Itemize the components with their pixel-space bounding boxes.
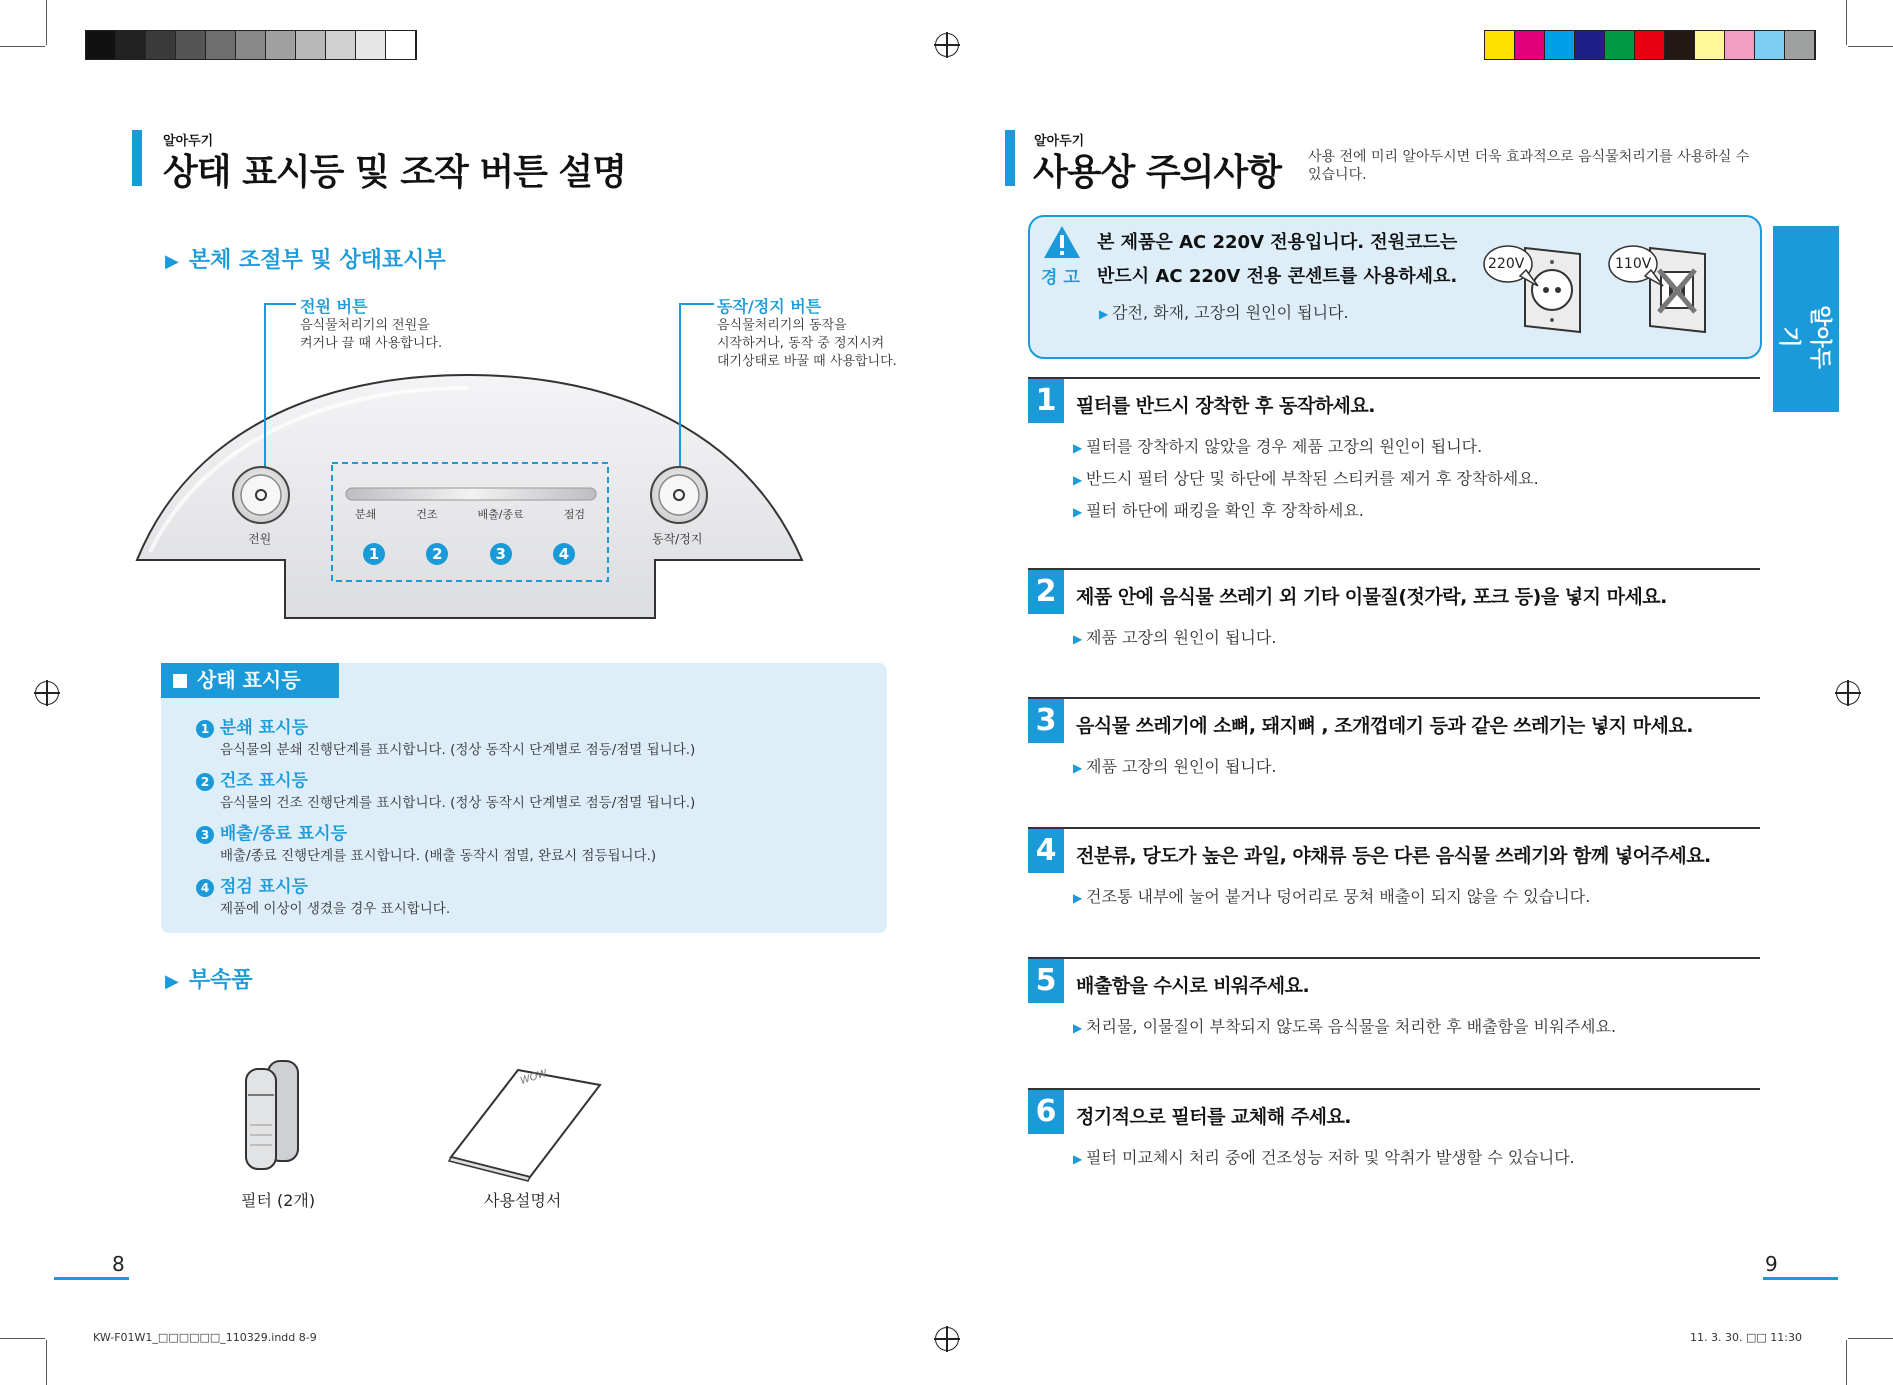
- item-number-badge: 2: [1028, 570, 1064, 614]
- color-swatch: [176, 31, 206, 59]
- outlet-110v-icon: [1605, 240, 1713, 340]
- control-panel-illustration: [120, 290, 820, 630]
- color-swatch: [86, 31, 116, 59]
- item-number-badge: 1: [1028, 379, 1064, 423]
- led-item-title: 건조 표시등: [219, 771, 308, 791]
- color-swatch: [116, 31, 146, 59]
- voltage-label: 110V: [1615, 256, 1652, 272]
- page-number-rule: [54, 1277, 129, 1280]
- page-title: 사용상 주의사항: [1033, 152, 1281, 193]
- page-number-rule: [1763, 1277, 1838, 1280]
- page-title: 상태 표시등 및 조작 버튼 설명: [163, 152, 626, 193]
- power-callout-title: 전원 버튼: [300, 297, 368, 316]
- led-number-badge: 1: [363, 543, 385, 565]
- color-swatch: [1605, 31, 1635, 59]
- led-number-badge: 4: [196, 879, 214, 897]
- square-icon: [173, 674, 187, 688]
- footer-filename: KW-F01W1_□□□□□□_110329.indd 8-9: [93, 1331, 317, 1344]
- led-number-badge: 4: [553, 543, 575, 565]
- kicker: 알아두기: [1034, 134, 1085, 149]
- color-swatch: [386, 31, 416, 59]
- crop-mark: [0, 46, 45, 47]
- start-callout-desc: 음식물처리기의 동작을: [717, 318, 847, 333]
- color-swatch: [1545, 31, 1575, 59]
- side-tab-label: 알아두기: [1776, 305, 1832, 369]
- registration-mark-icon: [935, 1327, 959, 1351]
- title-accent-bar: [1005, 130, 1015, 186]
- color-swatch: [296, 31, 326, 59]
- crop-mark: [1846, 1340, 1847, 1385]
- registration-mark-icon: [935, 33, 959, 57]
- led-item-title: 분쇄 표시등: [219, 718, 308, 738]
- color-swatch: [1665, 31, 1695, 59]
- status-led-item: [196, 819, 695, 872]
- crop-mark: [1848, 46, 1893, 47]
- section-heading: [165, 963, 253, 994]
- item-detail: ▶ 필터 미교체시 처리 중에 건조성능 저하 및 악취가 발생할 수 있습니다.: [1073, 1145, 1575, 1168]
- triangle-icon: ▶: [165, 971, 179, 992]
- led-item-desc: 음식물의 건조 진행단계를 표시합니다. (정상 동작시 단계별로 점등/점멸 됩니다.): [220, 795, 696, 811]
- color-swatch: [1485, 31, 1515, 59]
- crop-mark: [46, 0, 47, 45]
- manual-logo: WOW: [518, 1067, 549, 1088]
- warning-text: [1097, 228, 1457, 323]
- item-number-badge: 6: [1028, 1090, 1064, 1134]
- color-swatch: [356, 31, 386, 59]
- item-detail: ▶ 필터 하단에 패킹을 확인 후 장착하세요.: [1073, 498, 1364, 521]
- item-detail: ▶ 건조통 내부에 눌어 붙거나 덩어리로 뭉쳐 배출이 되지 않을 수 있습니다.: [1073, 884, 1590, 907]
- item-heading: 정기적으로 필터를 교체해 주세요.: [1076, 1106, 1352, 1128]
- item-number-badge: 4: [1028, 829, 1064, 873]
- led-label: 건조: [416, 508, 438, 521]
- page-number-left: 8: [112, 1252, 125, 1276]
- led-item-desc: 제품에 이상이 생겼을 경우 표시합니다.: [220, 901, 451, 917]
- color-swatch: [326, 31, 356, 59]
- status-box-header-label: 상태 표시등: [197, 668, 301, 692]
- status-led-item: [196, 872, 695, 925]
- start-callout-desc: 대기상태로 바꿀 때 사용합니다.: [717, 354, 897, 369]
- led-label: 점검: [563, 508, 585, 521]
- color-swatch: [206, 31, 236, 59]
- led-label: 분쇄: [355, 508, 377, 521]
- status-box-header: [161, 663, 339, 698]
- led-numbers: [363, 543, 575, 565]
- footer-date: 11. 3. 30. □□ 11:30: [1690, 1331, 1802, 1344]
- item-divider: [1028, 957, 1760, 959]
- color-swatch: [266, 31, 296, 59]
- registration-mark-icon: [35, 681, 59, 705]
- color-swatch: [1635, 31, 1665, 59]
- color-swatch: [1575, 31, 1605, 59]
- item-heading: 음식물 쓰레기에 소뼈, 돼지뼈 , 조개껍데기 등과 같은 쓰레기는 넣지 마세요.: [1076, 715, 1693, 737]
- crop-mark: [46, 1340, 47, 1385]
- item-number-badge: 3: [1028, 699, 1064, 743]
- start-callout-desc: 시작하거나, 동작 중 정지시켜: [717, 336, 885, 351]
- filter-icon: [238, 1055, 308, 1170]
- section-label: 부속품: [188, 968, 253, 993]
- registration-mark-icon: [1836, 681, 1860, 705]
- section-label: 본체 조절부 및 상태표시부: [188, 248, 446, 273]
- power-button-label: 전원: [248, 532, 272, 546]
- led-item-title: 배출/종료 표시등: [219, 824, 348, 844]
- led-label: 배출/종료: [477, 508, 524, 521]
- grayscale-bar: [85, 30, 417, 60]
- section-heading: [165, 243, 446, 274]
- power-callout-desc: 켜거나 끌 때 사용합니다.: [300, 336, 443, 351]
- color-swatch: [1785, 31, 1815, 59]
- color-swatch: [1755, 31, 1785, 59]
- start-callout-title: 동작/정지 버튼: [717, 297, 822, 316]
- intro-line: 사용 전에 미리 알아두시면 더욱 효과적으로 음식물처리기를 사용하실 수: [1308, 149, 1750, 165]
- color-swatch: [236, 31, 266, 59]
- title-accent-bar: [132, 130, 142, 186]
- warning-line: 반드시 AC 220V 전용 콘센트를 사용하세요.: [1097, 266, 1458, 287]
- kicker: 알아두기: [163, 134, 214, 149]
- led-item-title: 점검 표시등: [219, 877, 308, 897]
- warning-sub: ▶ 감전, 화재, 고장의 원인이 됩니다.: [1099, 300, 1457, 323]
- item-detail: ▶ 제품 고장의 원인이 됩니다.: [1073, 625, 1276, 648]
- item-divider: [1028, 1088, 1760, 1090]
- item-detail: ▶ 처리물, 이물질이 부착되지 않도록 음식물을 처리한 후 배출함을 비워주세요.: [1073, 1014, 1616, 1037]
- crop-mark: [1848, 1338, 1893, 1339]
- led-number-badge: 2: [196, 773, 214, 791]
- outlet-220v-icon: [1480, 240, 1588, 340]
- item-detail: ▶ 필터를 장착하지 않았을 경우 제품 고장의 원인이 됩니다.: [1073, 434, 1482, 457]
- item-detail: ▶ 반드시 필터 상단 및 하단에 부착된 스티커를 제거 후 장착하세요.: [1073, 466, 1539, 489]
- crop-mark: [1846, 0, 1847, 45]
- color-swatch: [146, 31, 176, 59]
- item-divider: [1028, 568, 1760, 570]
- power-callout-desc: 음식물처리기의 전원을: [300, 318, 430, 333]
- item-heading: 필터를 반드시 장착한 후 동작하세요.: [1076, 395, 1375, 417]
- item-number-badge: 5: [1028, 959, 1064, 1003]
- crop-mark: [0, 1338, 45, 1339]
- led-item-desc: 배출/종료 진행단계를 표시합니다. (배출 동작시 점멸, 완료시 점등됩니다.): [220, 848, 657, 864]
- led-item-desc: 음식물의 분쇄 진행단계를 표시합니다. (정상 동작시 단계별로 점등/점멸 됩니다.): [220, 742, 696, 758]
- triangle-icon: ▶: [165, 251, 179, 272]
- led-labels: [355, 506, 585, 522]
- page-number-right: 9: [1765, 1252, 1778, 1276]
- led-number-badge: 3: [490, 543, 512, 565]
- item-heading: 배출함을 수시로 비워주세요.: [1076, 975, 1310, 997]
- intro-text: [1308, 148, 1749, 184]
- item-detail: ▶ 제품 고장의 원인이 됩니다.: [1073, 754, 1276, 777]
- status-led-item: [196, 713, 695, 766]
- color-swatch: [1515, 31, 1545, 59]
- status-led-list: [196, 713, 695, 925]
- led-number-badge: 3: [196, 826, 214, 844]
- item-heading: 전분류, 당도가 높은 과일, 야채류 등은 다른 음식물 쓰레기와 함께 넣어주세요.: [1076, 845, 1711, 867]
- status-led-item: [196, 766, 695, 819]
- filter-label: 필터 (2개): [241, 1191, 316, 1210]
- warning-line: 본 제품은 AC 220V 전용입니다. 전원코드는: [1097, 232, 1458, 253]
- warning-icon: [1042, 224, 1082, 260]
- start-button-label: 동작/정지: [652, 532, 703, 546]
- manual-label: 사용설명서: [484, 1191, 562, 1210]
- led-number-badge: 1: [196, 720, 214, 738]
- color-swatch: [1695, 31, 1725, 59]
- item-divider: [1028, 697, 1760, 699]
- intro-line: 있습니다.: [1308, 167, 1367, 183]
- warning-label: 경 고: [1041, 268, 1080, 288]
- led-number-badge: 2: [426, 543, 448, 565]
- item-divider: [1028, 827, 1760, 829]
- item-divider: [1028, 377, 1760, 379]
- color-swatch: [1725, 31, 1755, 59]
- color-bar: [1484, 30, 1816, 60]
- item-heading: 제품 안에 음식물 쓰레기 외 기타 이물질(젓가락, 포크 등)을 넣지 마세요.: [1076, 586, 1667, 608]
- voltage-label: 220V: [1488, 256, 1525, 272]
